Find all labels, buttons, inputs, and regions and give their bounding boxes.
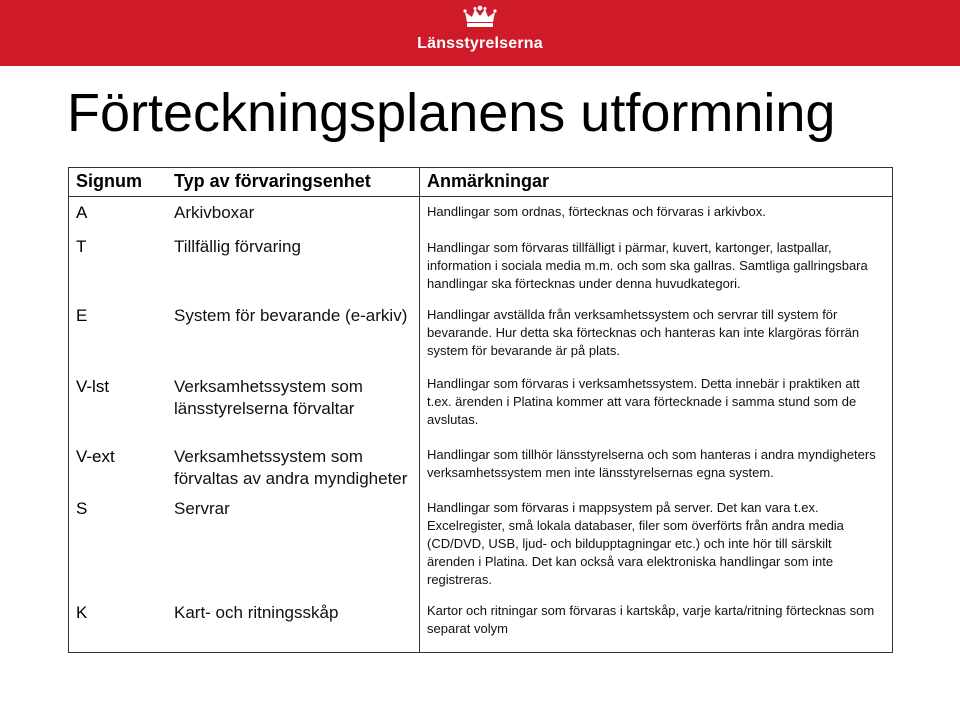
typ-cell: Servrar [174, 499, 230, 518]
typ-cell: Tillfällig förvaring [174, 237, 301, 256]
page-title: Förteckningsplanens utformning [67, 83, 836, 143]
planning-table [68, 167, 893, 653]
signum-cell: V-ext [76, 447, 115, 466]
signum-cell: A [76, 203, 88, 222]
note-cell: Kartor och ritningar som förvaras i kartskåp, varje karta/ritning förtecknas som separat volym [427, 603, 875, 636]
logo [0, 0, 960, 66]
logo-text: Länsstyrelserna [417, 35, 543, 52]
note-cell: Handlingar som tillhör länsstyrelserna och som hanteras i andra myndigheters verksamhetssystem men inte länsstyrelsernas egna system. [427, 447, 876, 480]
typ-cell-line2: länsstyrelserna förvaltar [174, 399, 355, 418]
signum-cell: E [76, 306, 88, 325]
signum-cell: K [76, 603, 88, 622]
typ-cell: Verksamhetssystem som [174, 377, 363, 396]
header-signum: Signum [76, 171, 142, 191]
typ-cell-line2: förvaltas av andra myndigheter [174, 469, 408, 488]
typ-cell: Kart- och ritningsskåp [174, 603, 339, 622]
table-right-column [420, 168, 892, 652]
table-header-right [420, 168, 892, 197]
signum-cell: V-lst [76, 377, 110, 396]
note-cell: Handlingar som förvaras tillfälligt i pärmar, kuvert, kartonger, lastpallar, information i sociala media m.m. och som ska gallras. Samtliga gallringsbara handlingar ska förtecknas under denna huvudkategori. [427, 240, 868, 291]
note-cell: Handlingar som ordnas, förtecknas och förvaras i arkivbox. [427, 204, 766, 219]
table-header-left [69, 168, 419, 197]
typ-cell: Arkivboxar [174, 203, 255, 222]
note-cell: Handlingar som förvaras i verksamhetssystem. Detta innebär i praktiken att t.ex. ärenden i Platina kommer att vara förtecknade i samma stund som de avslutas. [427, 376, 860, 427]
header-anm: Anmärkningar [427, 171, 550, 191]
crown-icon [463, 5, 497, 34]
note-cell: Handlingar som förvaras i mappsystem på server. Det kan vara t.ex. Excelregister, små lokala databaser, filer som överförts från andra media (CD/DVD, USB, ljud- och bildupptagningar etc.) och inte hör till särskilt ärenden i Platina. Det kan också vara elektroniska handlingar som inte registreras. [427, 500, 844, 587]
header-typ: Typ av förvaringsenhet [174, 171, 371, 191]
typ-cell: System för bevarande (e-arkiv) [174, 306, 408, 325]
table-left-column [69, 168, 420, 652]
note-cell: Handlingar avställda från verksamhetssystem och servrar till system för bevarande. Hur detta ska förtecknas och hanteras kan inte klargöras förrän system för bevarande är på plats. [427, 307, 860, 358]
typ-cell: Verksamhetssystem som [174, 447, 363, 466]
signum-cell: S [76, 499, 88, 518]
signum-cell: T [76, 237, 87, 256]
